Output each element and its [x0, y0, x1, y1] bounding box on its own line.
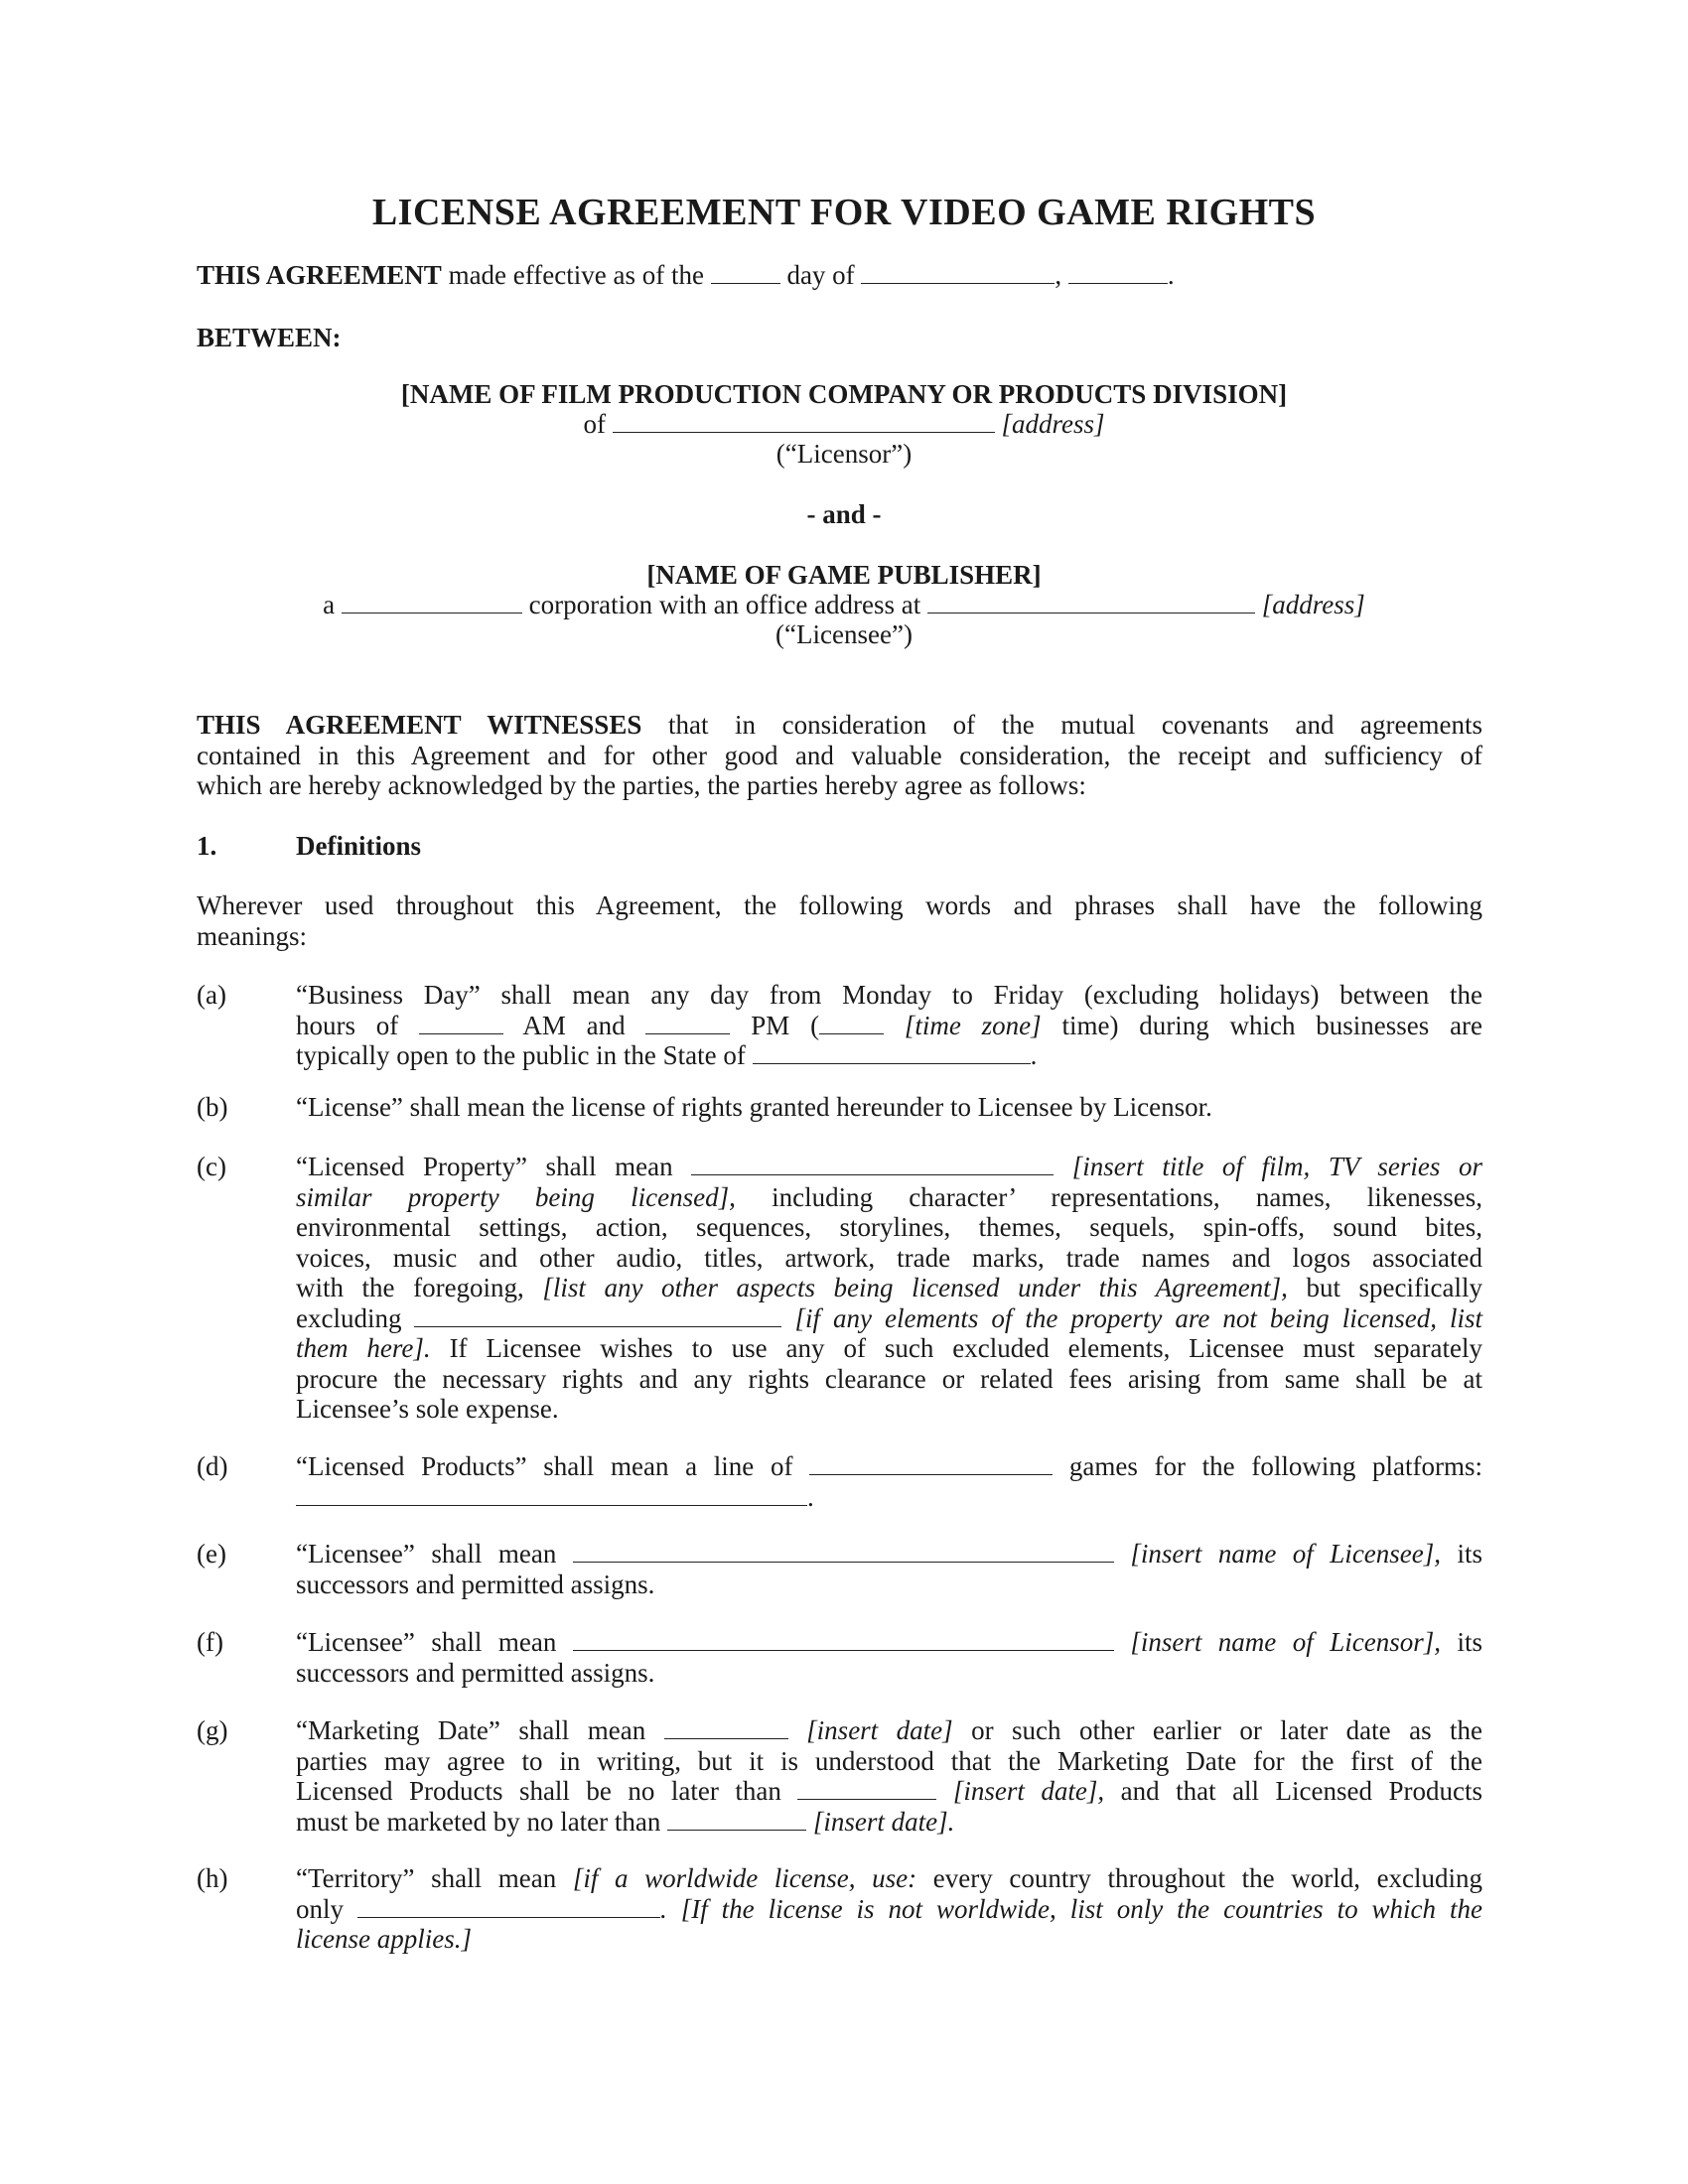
def-text: its: [1457, 1539, 1483, 1569]
def-line: successors and permitted assigns.: [296, 1569, 655, 1599]
party2-office-text: corporation with an office address at: [528, 590, 921, 619]
def-line: [296, 1627, 1482, 1658]
excluded-countries-blank[interactable]: [357, 1895, 660, 1918]
section-number: 1.: [197, 831, 217, 861]
def-line: [296, 1776, 1482, 1807]
def-line: [296, 1715, 1482, 1746]
day-blank[interactable]: [711, 261, 780, 284]
definition-d: [296, 1451, 1482, 1512]
def-text: excluding: [296, 1302, 402, 1333]
def-line: [296, 1182, 1482, 1213]
definition-b: [296, 1092, 1482, 1123]
def-line: [296, 1273, 1482, 1303]
party1-role: (“Licensor”): [775, 439, 913, 469]
licensee-name-blank[interactable]: [573, 1540, 1114, 1563]
def-hint: them here].: [296, 1333, 431, 1363]
party1-name: [NAME OF FILM PRODUCTION COMPANY OR PRODUCTS DIVISION]: [400, 379, 1288, 409]
witnesses-line: contained in this Agreement and for other good and valuable consideration, the receipt and sufficiency of: [197, 740, 1482, 770]
def-hint: [insert name of Licensee],: [1130, 1539, 1442, 1569]
preamble-lead: THIS AGREEMENT: [197, 260, 442, 290]
definition-f: [296, 1627, 1482, 1688]
witnesses-line: which are hereby acknowledged by the parties, the parties hereby agree as follows:: [197, 770, 1086, 800]
first-product-date-blank[interactable]: [797, 1777, 936, 1800]
def-line: [296, 1539, 1482, 1570]
marketing-date-blank[interactable]: [664, 1716, 788, 1739]
def-text: PM (: [751, 1010, 820, 1040]
party2-a: a: [323, 590, 336, 619]
witnesses-lead: THIS AGREEMENT WITNESSES: [197, 710, 642, 740]
end-hour-blank[interactable]: [645, 1012, 730, 1034]
def-line: [296, 1333, 1482, 1364]
def-text: including character’ representations, names, likenesses,: [772, 1181, 1482, 1212]
def-label-g: (g): [197, 1715, 228, 1745]
party1-address-line: [0, 409, 1688, 439]
def-text: If Licensee wishes to use any of such excluded elements, Licensee must separately: [449, 1333, 1482, 1363]
def-line: “Business Day” shall mean any day from Monday to Friday (excluding holidays) between the: [296, 980, 1482, 1010]
def-line: “License” shall mean the license of rights granted hereunder to Licensee by Licensor.: [296, 1092, 1212, 1122]
definition-g: [296, 1715, 1482, 1837]
between-label: BETWEEN:: [197, 323, 342, 352]
def-text: time) during which businesses are: [1061, 1010, 1483, 1040]
def-text: “Marketing Date” shall mean: [296, 1715, 646, 1745]
def-label-e: (e): [197, 1539, 226, 1569]
def-text: .: [807, 1481, 814, 1512]
preamble-text: made effective as of the: [448, 260, 704, 290]
def-hint: [insert name of Licensor],: [1130, 1627, 1442, 1657]
party1-address-hint: [address]: [1001, 409, 1105, 439]
def-text: “Licensed Property” shall mean: [296, 1152, 673, 1181]
def-hint: [time zone]: [904, 1010, 1042, 1040]
party2-address-hint: [address]: [1261, 590, 1365, 619]
definition-h: [296, 1863, 1482, 1955]
platforms-blank[interactable]: [296, 1483, 807, 1506]
witnesses-line: [197, 710, 1482, 741]
def-label-f: (f): [197, 1627, 223, 1657]
def-text: its: [1457, 1627, 1483, 1657]
definition-a: [296, 980, 1482, 1071]
def-text: “Licensee” shall mean: [296, 1539, 557, 1569]
def-line: Licensee’s sole expense.: [296, 1394, 559, 1424]
def-hint: [list any other aspects being licensed under this Agreement],: [542, 1273, 1288, 1302]
def-line: [296, 1303, 1482, 1334]
def-line: voices, music and other audio, titles, artwork, trade marks, trade names and logos associated: [296, 1242, 1482, 1273]
section-title: Definitions: [296, 831, 422, 861]
def-line: [296, 1040, 1482, 1071]
def-line: procure the necessary rights and any rights clearance or related fees arising from same shall be at: [296, 1363, 1482, 1394]
def-hint: similar property being licensed],: [296, 1181, 736, 1212]
def-hint: . [If the license is not worldwide, list only the countries to which the: [659, 1893, 1482, 1924]
def-text: “Territory” shall mean: [296, 1863, 557, 1893]
def-hint: [insert title of film, TV series or: [1071, 1152, 1482, 1181]
def-label-d: (d): [197, 1451, 228, 1481]
excluded-elements-blank[interactable]: [414, 1304, 781, 1327]
party2-address-line: [0, 590, 1688, 619]
party2-jurisdiction-blank[interactable]: [342, 591, 522, 614]
state-blank[interactable]: [753, 1041, 1031, 1064]
preamble-text: day of: [786, 260, 855, 290]
definition-c: [296, 1152, 1482, 1425]
def-line: [296, 1894, 1482, 1925]
witnesses-paragraph: [197, 710, 1482, 801]
def-line: environmental settings, action, sequences, storylines, themes, sequels, spin-offs, sound bites,: [296, 1212, 1482, 1242]
all-products-date-blank[interactable]: [667, 1808, 806, 1831]
party2-name: [NAME OF GAME PUBLISHER]: [646, 560, 1042, 590]
def-label-a: (a): [197, 980, 226, 1010]
party2-role: (“Licensee”): [775, 619, 913, 649]
def-text: only: [296, 1893, 345, 1924]
def-text: Licensed Products shall be no later than: [296, 1776, 781, 1806]
licensor-name-blank[interactable]: [573, 1628, 1114, 1651]
and-separator: - and -: [806, 499, 882, 529]
def-text: but specifically: [1306, 1273, 1482, 1302]
def-text: typically open to the public in the State of: [296, 1040, 746, 1070]
def-hint: [insert date].: [812, 1806, 955, 1837]
intro-line: Wherever used throughout this Agreement, the following words and phrases shall have the following: [197, 890, 1482, 920]
definition-e: [296, 1539, 1482, 1599]
party2-address-blank[interactable]: [927, 591, 1255, 614]
def-text: every country throughout the world, excluding: [932, 1863, 1483, 1893]
start-hour-blank[interactable]: [419, 1012, 503, 1034]
time-zone-blank[interactable]: [819, 1012, 884, 1034]
def-hint: [insert date],: [952, 1776, 1105, 1806]
licensed-property-blank[interactable]: [691, 1153, 1054, 1175]
def-text: .: [1030, 1040, 1038, 1070]
witnesses-text: that in consideration of the mutual covenants and agreements: [667, 710, 1482, 740]
def-text: must be marketed by no later than: [296, 1806, 661, 1837]
def-line: successors and permitted assigns.: [296, 1657, 655, 1688]
def-text: “Licensed Products” shall mean a line of: [296, 1451, 793, 1481]
def-text: games for the following platforms:: [1068, 1451, 1483, 1481]
def-label-h: (h): [197, 1863, 228, 1893]
party1-address-blank[interactable]: [613, 410, 995, 433]
def-label-c: (c): [197, 1152, 226, 1181]
def-text: hours of: [296, 1010, 399, 1040]
def-text: or such other earlier or later date as the: [971, 1715, 1483, 1745]
party1-of: of: [583, 409, 606, 439]
year-blank[interactable]: [1068, 261, 1168, 284]
def-line: parties may agree to in writing, but it is understood that the Marketing Date for the first of the: [296, 1745, 1482, 1776]
def-hint: [insert date]: [806, 1715, 953, 1745]
def-line: license applies.]: [296, 1924, 472, 1954]
def-hint: [if a worldwide license, use:: [572, 1863, 917, 1893]
def-line: [296, 1482, 1482, 1513]
def-line: [296, 1152, 1482, 1182]
def-line: [296, 1863, 1482, 1894]
between-text: BETWEEN: [197, 323, 333, 352]
def-text: with the foregoing,: [296, 1273, 524, 1302]
preamble-comma: ,: [1055, 260, 1062, 290]
def-line: [296, 1011, 1482, 1041]
def-line: [296, 1807, 1482, 1838]
def-line: [296, 1451, 1482, 1482]
section-heading: [197, 831, 421, 862]
def-text: AM and: [522, 1010, 626, 1040]
preamble: THIS AGREEMENT made effective as of the day of , .: [197, 260, 1175, 290]
game-genre-blank[interactable]: [809, 1452, 1053, 1475]
document-title: LICENSE AGREEMENT FOR VIDEO GAME RIGHTS: [371, 192, 1317, 233]
month-blank[interactable]: [861, 261, 1055, 284]
definitions-intro: [197, 890, 1482, 951]
intro-line: meanings:: [197, 920, 307, 951]
def-hint: [if any elements of the property are not being licensed, list: [794, 1302, 1483, 1333]
def-text: and that all Licensed Products: [1120, 1776, 1482, 1806]
def-text: “Licensee” shall mean: [296, 1627, 557, 1657]
def-label-b: (b): [197, 1092, 228, 1122]
